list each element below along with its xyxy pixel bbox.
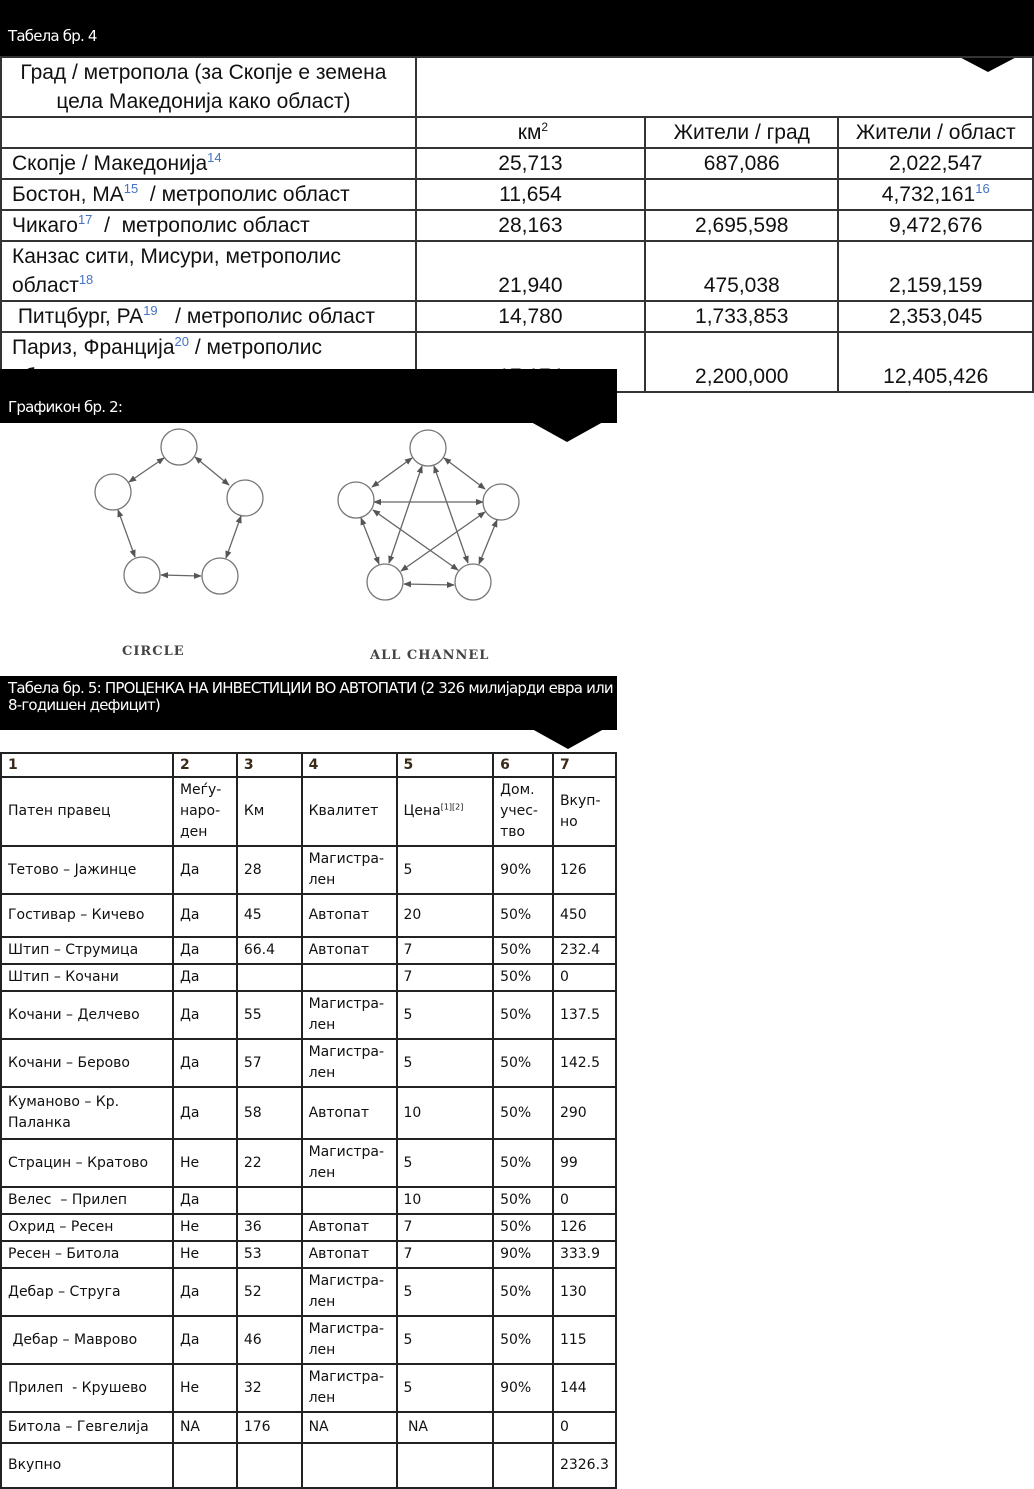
table-row (1, 964, 616, 991)
route: Тетово – Јажинце (1, 846, 173, 894)
international: Да (173, 894, 237, 937)
city-pop: 2,200,000 (645, 332, 838, 392)
km: 45 (237, 894, 302, 937)
all-channel-network (338, 430, 519, 600)
total: 290 (553, 1087, 616, 1139)
quality: Магистра-лен (302, 1364, 397, 1412)
table-row (1, 1139, 616, 1187)
quality: Магистра-лен (302, 846, 397, 894)
international: Да (173, 1316, 237, 1364)
total: 2326.3 (553, 1443, 616, 1488)
price: 20 (397, 894, 494, 937)
city-name: Чикаго$^{17}$ / метрополис област (1, 210, 416, 241)
price: 7 (397, 937, 494, 964)
km: 36 (237, 1214, 302, 1241)
quality: NA (302, 1412, 397, 1443)
region-pop: 2,022,547 (838, 148, 1033, 179)
quality: Магистра-лен (302, 1316, 397, 1364)
column-number: 5 (397, 753, 494, 777)
column-number: 2 (173, 753, 237, 777)
domestic-share: 50% (493, 1039, 553, 1087)
table4-caption-banner (0, 0, 1034, 53)
route: Гостивар – Кичево (1, 894, 173, 937)
table-row (1, 241, 1033, 301)
network-diagram (60, 420, 560, 670)
total: 333.9 (553, 1241, 616, 1268)
route: Кочани – Берово (1, 1039, 173, 1087)
route: Штип – Струмица (1, 937, 173, 964)
route: Велес – Прилеп (1, 1187, 173, 1214)
quality: Автопат (302, 1241, 397, 1268)
price: 5 (397, 846, 494, 894)
table-row (1, 1443, 616, 1488)
table-row (1, 1087, 616, 1139)
column-number-row (1, 753, 616, 777)
region-pop: 12,405,426 (838, 332, 1033, 392)
diagram-label-all-channel: ALL CHANNEL (370, 648, 490, 663)
table-row (1, 210, 1033, 241)
empty-cell (416, 57, 1033, 117)
table5-body (1, 846, 616, 1488)
banner-pointer-icon (532, 729, 604, 749)
empty-cell (1, 117, 416, 148)
price: 5 (397, 1316, 494, 1364)
city-name: Скопје / Македонија$^{14}$ (1, 148, 416, 179)
table-row (1, 1039, 616, 1087)
figure2-caption-banner (0, 369, 617, 423)
price: 10 (397, 1187, 494, 1214)
city-pop: 687,086 (645, 148, 838, 179)
table4-caption: Табела бр. 4 (8, 27, 97, 45)
km: 46 (237, 1316, 302, 1364)
total: 0 (553, 1187, 616, 1214)
domestic-share: 50% (493, 991, 553, 1039)
column-number: 7 (553, 753, 616, 777)
domestic-share: 50% (493, 894, 553, 937)
total: 137.5 (553, 991, 616, 1039)
footnote-ref[interactable]: 16 (975, 181, 990, 196)
international: Да (173, 1187, 237, 1214)
column-number: 3 (237, 753, 302, 777)
international: Да (173, 846, 237, 894)
total: 130 (553, 1268, 616, 1316)
quality: Автопат (302, 894, 397, 937)
table-row (1, 1316, 616, 1364)
price: 7 (397, 1214, 494, 1241)
domestic-share: 50% (493, 1214, 553, 1241)
figure2-caption: Графикон бр. 2: (8, 398, 123, 416)
region-pop: 4,732,161$^{16}$ (838, 179, 1033, 210)
total: 0 (553, 1412, 616, 1443)
route: Дебар – Маврово (1, 1316, 173, 1364)
column-number: 1 (1, 753, 173, 777)
domestic-share: 90% (493, 1364, 553, 1412)
route: Куманово – Кр. Паланка (1, 1087, 173, 1139)
total: 232.4 (553, 937, 616, 964)
route: Дебар – Струга (1, 1268, 173, 1316)
quality: Автопат (302, 937, 397, 964)
area: 25,713 (416, 148, 645, 179)
footnote-ref[interactable]: 15 (123, 181, 139, 196)
price: 5 (397, 1268, 494, 1316)
quality: Магистра-лен (302, 1039, 397, 1087)
footnote-ref[interactable]: 14 (207, 150, 222, 165)
city-name: Бостон, МА$^{15}$ / метрополис област (1, 179, 416, 210)
header-city-pop: Жители / град (645, 117, 838, 148)
quality: Автопат (302, 1214, 397, 1241)
international: Да (173, 1087, 237, 1139)
km: 28 (237, 846, 302, 894)
quality: Магистра-лен (302, 1139, 397, 1187)
quality (302, 964, 397, 991)
route: Ресен – Битола (1, 1241, 173, 1268)
domestic-share: 50% (493, 964, 553, 991)
domestic-share: 90% (493, 846, 553, 894)
city-pop: 2,695,598 (645, 210, 838, 241)
price: 5 (397, 1364, 494, 1412)
quality: Магистра-лен (302, 1268, 397, 1316)
city-pop (645, 179, 838, 210)
domestic-share (493, 1412, 553, 1443)
header-area: $км^2$ (416, 117, 645, 148)
footnote-ref[interactable]: 19 (143, 303, 158, 318)
table4-header-row (1, 117, 1033, 148)
price: 5 (397, 1039, 494, 1087)
international: Не (173, 1364, 237, 1412)
price: 5 (397, 1139, 494, 1187)
price: 10 (397, 1087, 494, 1139)
table4-title: Град / метропола (за Скопје е земена цела Македонија како област) (1, 57, 416, 117)
table-row (1, 991, 616, 1039)
international: Да (173, 991, 237, 1039)
table-row (1, 937, 616, 964)
price: 7 (397, 964, 494, 991)
region-pop: 2,353,045 (838, 301, 1033, 332)
header-domestic-share: Дом. учес-тво (493, 777, 553, 846)
column-number: 6 (493, 753, 553, 777)
city-pop: 475,038 (645, 241, 838, 301)
quality: Автопат (302, 1087, 397, 1139)
international: Да (173, 1268, 237, 1316)
international: Да (173, 937, 237, 964)
international: Да (173, 964, 237, 991)
region-pop: 9,472,676 (838, 210, 1033, 241)
route: Вкупно (1, 1443, 173, 1488)
table5-header-row (1, 777, 616, 846)
table-row (1, 1364, 616, 1412)
table-row (1, 1187, 616, 1214)
diagram-label-circle: CIRCLE (122, 644, 185, 659)
table-row (1, 1214, 616, 1241)
route: Битола – Гевгелија (1, 1412, 173, 1443)
total: 115 (553, 1316, 616, 1364)
route: Кочани – Делчево (1, 991, 173, 1039)
table-row (1, 894, 616, 937)
footnote-ref[interactable]: 20 (174, 334, 189, 349)
table4-title-row (1, 57, 1033, 117)
international: Не (173, 1139, 237, 1187)
table-row (1, 1268, 616, 1316)
route: Страцин – Кратово (1, 1139, 173, 1187)
route: Прилеп - Крушево (1, 1364, 173, 1412)
table-row (1, 301, 1033, 332)
price: 7 (397, 1241, 494, 1268)
domestic-share: 50% (493, 1139, 553, 1187)
header-route: Патен правец (1, 777, 173, 846)
international (173, 1443, 237, 1488)
km (237, 964, 302, 991)
header-quality: Квалитет (302, 777, 397, 846)
table5-highway-investments (0, 752, 617, 1489)
international: Не (173, 1214, 237, 1241)
km: 57 (237, 1039, 302, 1087)
region-pop: 2,159,159 (838, 241, 1033, 301)
city-name: Париз, Франција$^{20}$ / метрополис (1, 332, 416, 392)
domestic-share (493, 1443, 553, 1488)
table5-caption: Табела бр. 5: ПРОЦЕНКА НА ИНВЕСТИЦИИ ВО АВТОПАТИ (2 326 милијарди евра или 8-годишен дефицит) (8, 679, 613, 714)
price: 5 (397, 991, 494, 1039)
header-km: Км (237, 777, 302, 846)
km: 66.4 (237, 937, 302, 964)
column-number: 4 (302, 753, 397, 777)
km (237, 1443, 302, 1488)
km: 53 (237, 1241, 302, 1268)
total: 144 (553, 1364, 616, 1412)
area: 14,780 (416, 301, 645, 332)
km: 176 (237, 1412, 302, 1443)
total: 99 (553, 1139, 616, 1187)
circle-network (95, 429, 263, 594)
international: NA (173, 1412, 237, 1443)
route: Штип – Кочани (1, 964, 173, 991)
domestic-share: 50% (493, 1268, 553, 1316)
km: 52 (237, 1268, 302, 1316)
total: 0 (553, 964, 616, 991)
domestic-share: 90% (493, 1241, 553, 1268)
km (237, 1187, 302, 1214)
city-name: Канзас сити, Мисури, метрополис област$^{18}$ (1, 241, 416, 301)
international: Не (173, 1241, 237, 1268)
total: 126 (553, 1214, 616, 1241)
footnote-ref[interactable]: 17 (77, 212, 93, 227)
city-name: Питцбург, РА$^{19}$ / метрополис област (1, 301, 416, 332)
domestic-share: 50% (493, 1187, 553, 1214)
area: 28,163 (416, 210, 645, 241)
km: 55 (237, 991, 302, 1039)
table-row (1, 1412, 616, 1443)
header-region-pop: Жители / област (838, 117, 1033, 148)
quality (302, 1443, 397, 1488)
km: 58 (237, 1087, 302, 1139)
km: 32 (237, 1364, 302, 1412)
domestic-share: 50% (493, 937, 553, 964)
price (397, 1443, 494, 1488)
table4-cities (0, 56, 1034, 393)
quality (302, 1187, 397, 1214)
area: 21,940 (416, 241, 645, 301)
total: 450 (553, 894, 616, 937)
table-row (1, 148, 1033, 179)
area: 11,654 (416, 179, 645, 210)
international: Да (173, 1039, 237, 1087)
footnote-ref[interactable]: [1][2] (440, 802, 464, 812)
table5-caption-banner (0, 676, 617, 730)
route: Охрид – Ресен (1, 1214, 173, 1241)
total: 126 (553, 846, 616, 894)
total: 142.5 (553, 1039, 616, 1087)
domestic-share: 50% (493, 1316, 553, 1364)
footnote-ref[interactable]: 18 (78, 272, 94, 287)
table-row (1, 846, 616, 894)
table-row (1, 179, 1033, 210)
quality: Магистра-лен (302, 991, 397, 1039)
price: NA (397, 1412, 494, 1443)
city-pop: 1,733,853 (645, 301, 838, 332)
header-international: Меѓу-наро-ден (173, 777, 237, 846)
header-total: Вкуп-но (553, 777, 616, 846)
domestic-share: 50% (493, 1087, 553, 1139)
km: 22 (237, 1139, 302, 1187)
table-row (1, 1241, 616, 1268)
header-price: Цена[1][2] (397, 777, 494, 846)
